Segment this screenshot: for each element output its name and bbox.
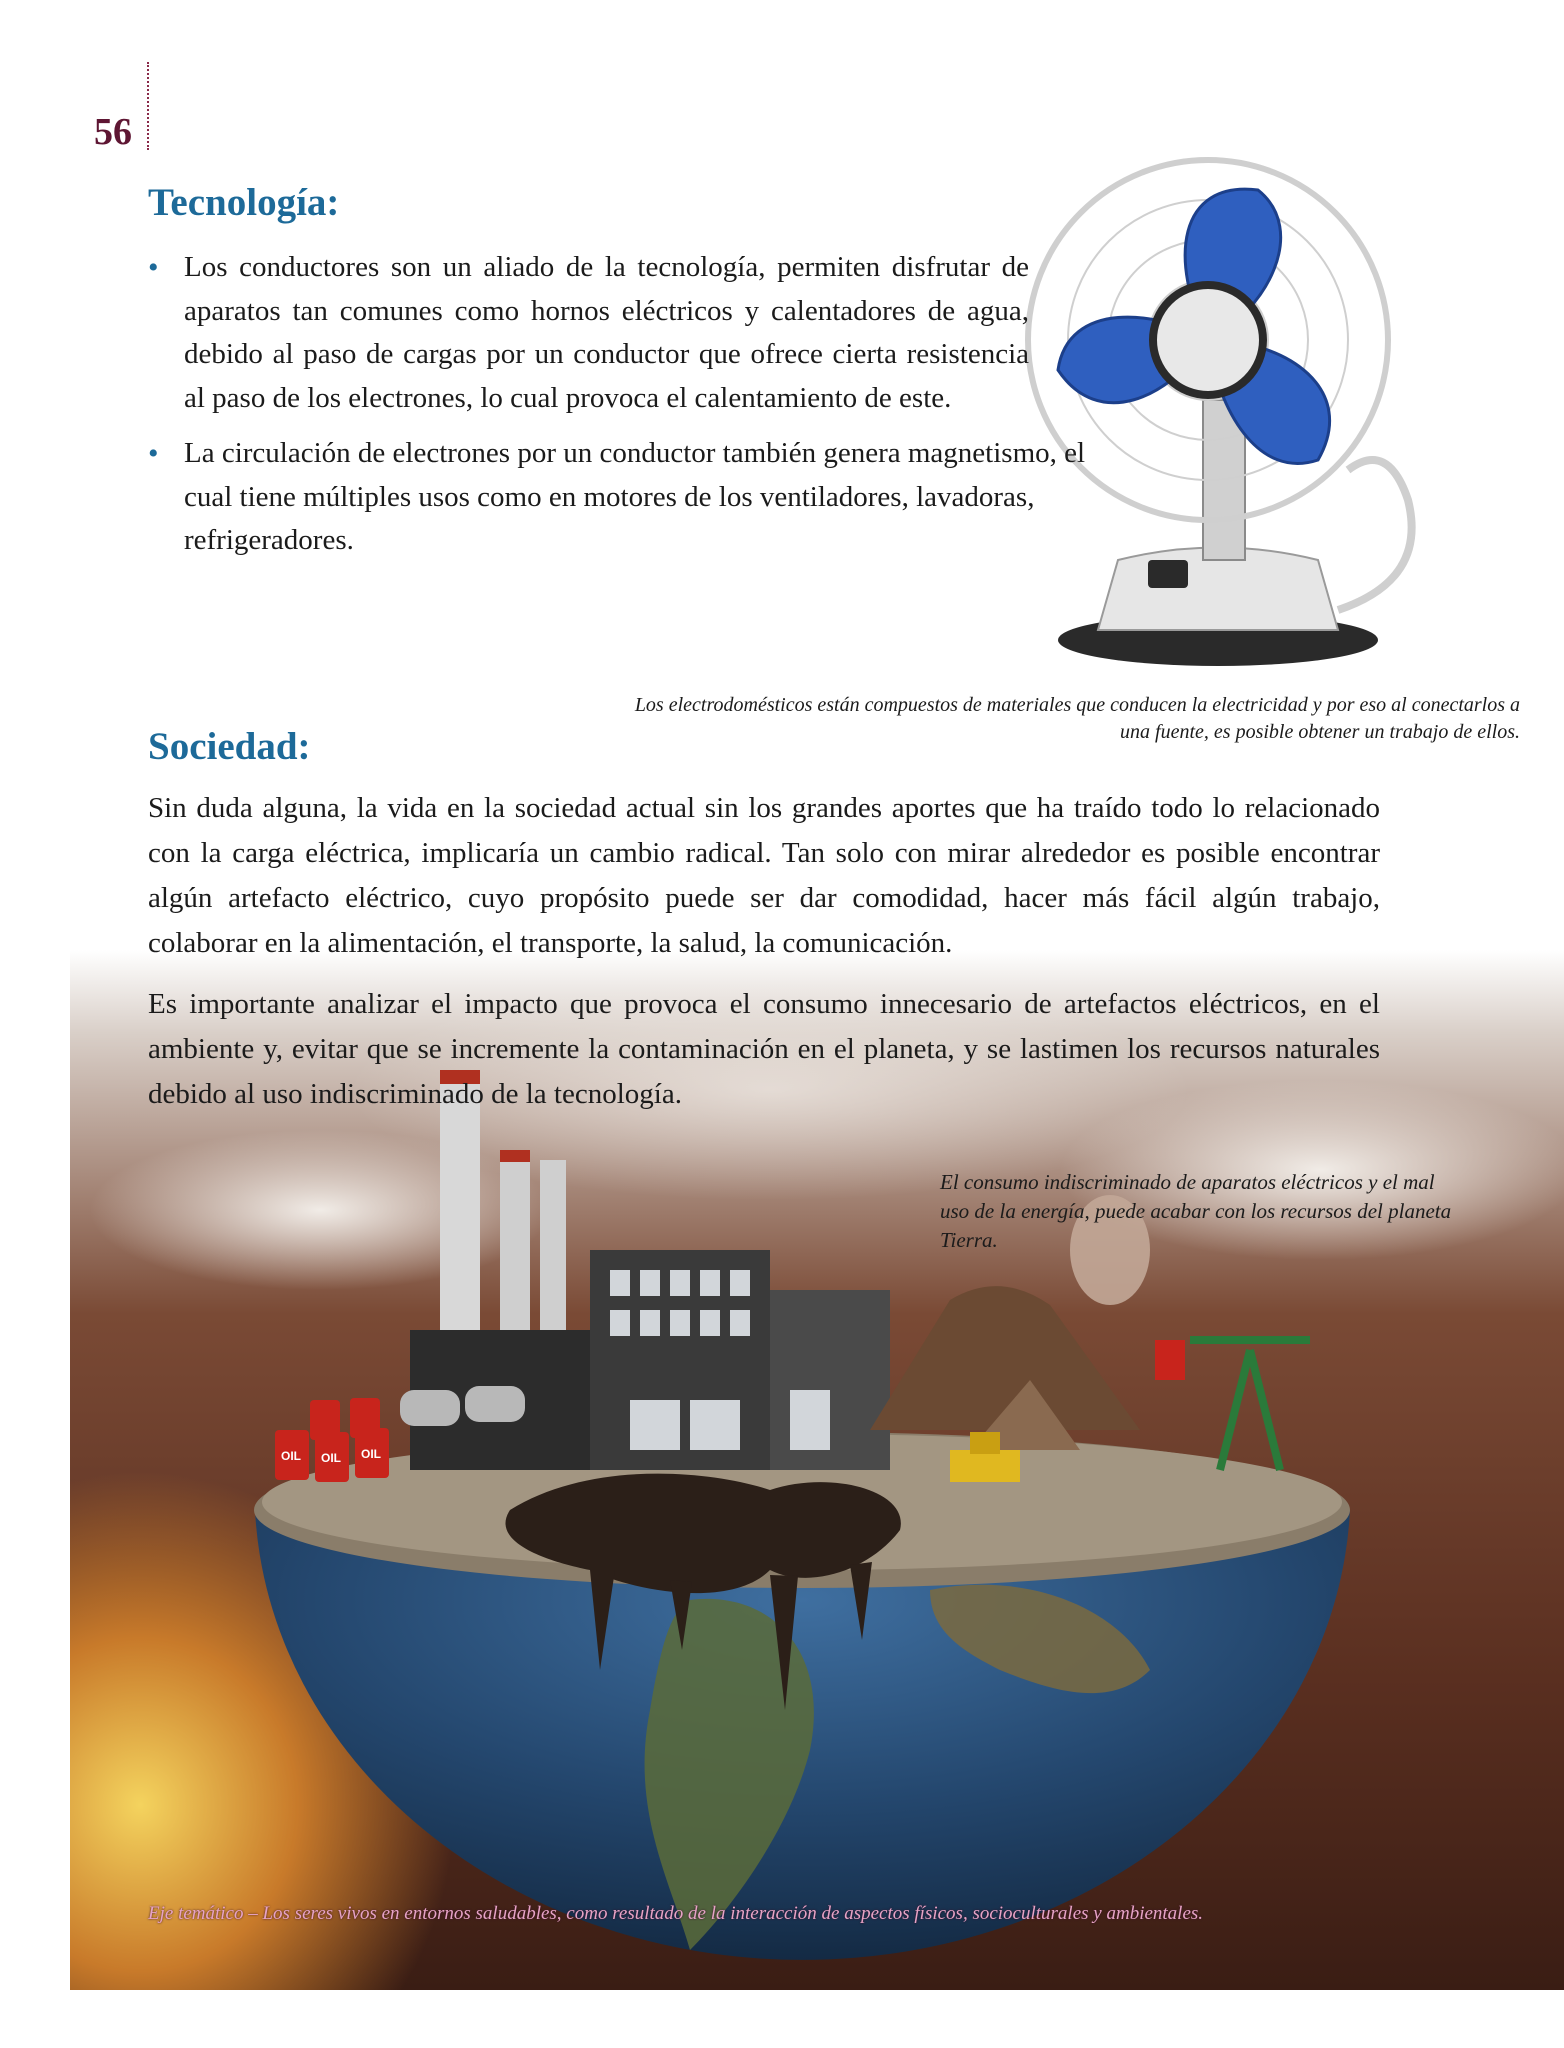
sociedad-paragraph: Sin duda alguna, la vida en la sociedad actual sin los grandes aportes que ha traído todo lo relacionado con la carga eléctrica, implicaría un cambio radical. Tan solo con mirar alrededor es posible encontrar algún artefacto eléctrico, cuyo propósito puede ser dar comodidad, hacer más fácil algún trabajo, colaborar en la alimentación, el transporte, la salud, la comunicación. xyxy=(148,792,1380,959)
page-number-rule xyxy=(147,62,149,150)
list-item xyxy=(148,246,1029,420)
page-number: 56 xyxy=(94,111,132,153)
bullet-text: Los conductores son un aliado de la tecnología, permiten disfrutar de aparatos tan comunes como hornos eléctricos y calentadores de agua, debido al paso de cargas por un conductor que ofrece cierta resistencia al paso de los electrones, lo cual provoca el calentamiento de este. xyxy=(184,251,1029,414)
page-footer: Eje temático – Los seres vivos en entornos saludables, como resultado de la interacción de aspectos físicos, socioculturales y ambientales. xyxy=(148,1903,1204,1924)
barrel-label: OIL xyxy=(281,1449,301,1463)
list-item xyxy=(148,432,1114,563)
fan-caption: Los electrodomésticos están compuestos de materiales que conducen la electricidad y por eso al conectarlos a una fuente, es posible obtener un trabajo de ellos. xyxy=(634,694,1520,743)
tecnologia-bullet-list xyxy=(148,246,1086,575)
bullet-text: La circulación de electrones por un conductor también genera magnetismo, el cual tiene múltiples usos como en motores de los ventiladores, lavadoras, refrigeradores. xyxy=(184,437,1086,556)
sociedad-paragraph: Es importante analizar el impacto que provoca el consumo innecesario de artefactos eléctricos, en el ambiente y, evitar que se incremente la contaminación en el planeta, y se lastimen los recursos naturales debido al uso indiscriminado de la tecnología. xyxy=(148,988,1380,1110)
sociedad-heading: Sociedad: xyxy=(148,725,311,768)
tecnologia-heading: Tecnología: xyxy=(148,181,340,224)
bullet-icon: • xyxy=(148,437,159,470)
earth-caption: El consumo indiscriminado de aparatos eléctricos y el mal uso de la energía, puede acabar con los recursos del planeta Tierra. xyxy=(940,1170,1452,1252)
barrel-label: OIL xyxy=(361,1447,381,1461)
barrel-label: OIL xyxy=(321,1451,341,1465)
bullet-icon: • xyxy=(148,251,159,284)
